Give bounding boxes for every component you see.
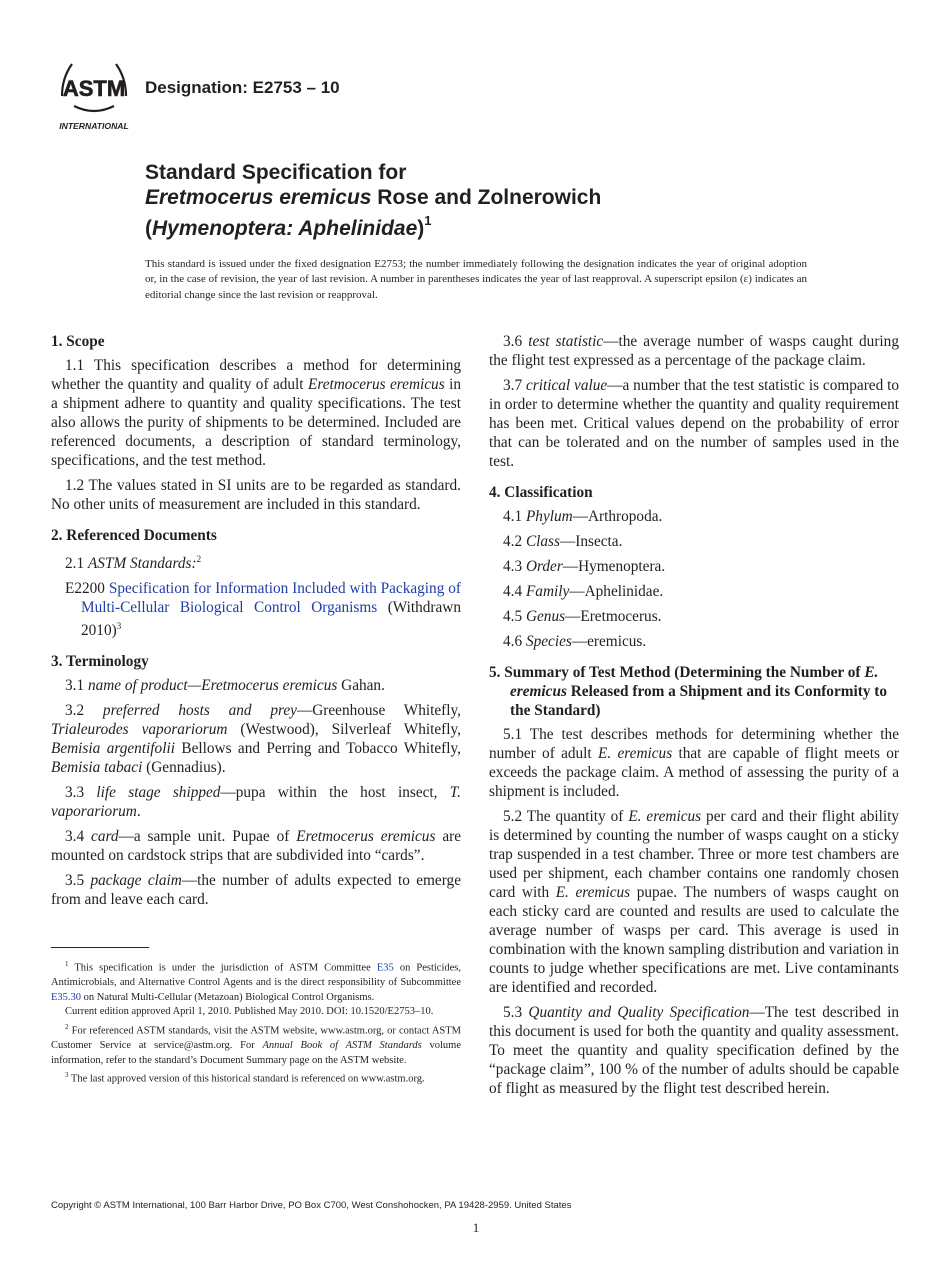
page-title — [145, 160, 865, 241]
text: Gahan. — [337, 677, 385, 695]
text: 5.3 — [503, 1004, 529, 1021]
term: Phylum — [525, 508, 573, 525]
italic-text: Eretmocerus eremicus — [296, 828, 436, 846]
preamble: This standard is issued under the fixed designation E2753; the number immediately following the designation indicates the year of original adoption or, in the case of revision, the year of last revision. A number in parentheses indicates the year of last reapproval. A superscript epsilon (ε) indicates an editorial change since the last revision or reapproval. — [145, 258, 807, 301]
footnote-mark: 2 — [65, 1022, 69, 1031]
italic-text: E. eremicus — [510, 664, 879, 700]
term: Class — [525, 533, 560, 550]
text: —Insecta. — [559, 533, 623, 550]
ref-code: E2200 — [65, 580, 109, 598]
text: This specification is under the jurisdiction of ASTM Committee — [68, 962, 377, 974]
text: 5.2 The quantity of — [503, 808, 629, 825]
term: Genus — [525, 608, 566, 625]
text: 3.4 — [65, 828, 92, 846]
term: test statistic — [528, 333, 604, 350]
paragraph-5-2 — [489, 807, 899, 997]
text: —Eretmocerus. — [565, 608, 662, 625]
title-authors: Rose and Zolnerowich — [371, 186, 602, 209]
paragraph-3-3 — [51, 783, 461, 821]
text: volume information, refer to the standard’s Document Summary page on the ASTM website. — [51, 1039, 461, 1066]
title-line-1: Standard Specification for — [145, 161, 407, 184]
text: —the average number of wasps caught during the flight test expressed as a percentage of the package claim. — [489, 333, 899, 369]
title-line-3 — [145, 210, 865, 241]
text: pupae. The numbers of wasps caught on each sticky card are counted and results are used to calculate the average number of wasps per card. This average is used in combination with the known sampling distribution and variation in counts to judge whether specifications are met. Live contaminants are identified and recorded. — [489, 884, 899, 996]
committee-link[interactable]: E35 — [376, 962, 394, 974]
text: 4.3 — [503, 558, 526, 575]
text: 4.1 — [503, 508, 526, 525]
term: name of product—Eretmocerus eremicus — [87, 677, 338, 695]
text: 4.2 — [503, 533, 526, 550]
footnote-mark: 2 — [196, 554, 202, 564]
italic-text: Trialeurodes vaporariorum — [51, 721, 228, 739]
text: (Gennadius). — [142, 759, 226, 777]
italic-text: Bemisia tabaci — [51, 759, 143, 777]
term: preferred hosts and prey — [102, 702, 297, 720]
italic-text: E. eremicus — [598, 745, 673, 762]
classification-item — [489, 607, 899, 626]
text: —Hymenoptera. — [562, 558, 666, 575]
text: —Arthropoda. — [572, 508, 663, 525]
page-number: 1 — [472, 1220, 480, 1235]
footnotes — [51, 957, 461, 1087]
reference-e2200 — [51, 579, 461, 640]
italic-text: T. vaporariorum — [51, 784, 461, 821]
italic-text: E. eremicus — [555, 884, 631, 901]
text: 5. Summary of Test Method (Determining the Number of — [489, 664, 865, 681]
text: per card and their flight ability is determined by counting the number of wasps caught on a sticky trap suspended in a test chamber. Three or more test chambers are used per shipment, each chamber contains one randomly chosen card with — [489, 808, 899, 901]
text: are mounted on cardstock strips that are subdivided into “cards”. — [51, 828, 461, 865]
text: on Natural Multi-Cellular (Metazoan) Biological Control Organisms. — [81, 991, 375, 1003]
text: (Westwood), Silverleaf Whitefly, — [227, 721, 461, 739]
section-heading-summary — [489, 663, 899, 720]
term: critical value — [526, 377, 608, 394]
section-heading-scope: 1. Scope — [51, 333, 105, 350]
footnote-edition: Current edition approved April 1, 2010. Published May 2010. DOI: 10.1520/E2753–10. — [65, 1006, 434, 1018]
paragraph-3-2 — [51, 701, 461, 777]
classification-item — [489, 507, 899, 526]
title-family: Hymenoptera: Aphelinidae — [152, 217, 418, 240]
term: package claim — [90, 872, 182, 890]
text: 4.4 — [503, 583, 526, 600]
footnote-mark: 1 — [65, 960, 69, 968]
text: 3.6 — [503, 333, 529, 350]
title-species: Eretmocerus eremicus — [145, 186, 372, 209]
astm-logo — [52, 56, 136, 134]
text: —pupa within the host insect, — [220, 784, 450, 802]
subcommittee-link[interactable]: E35.30 — [51, 991, 82, 1003]
text: . — [136, 803, 141, 821]
paragraph-3-7 — [489, 376, 899, 471]
text: The last approved version of this historical standard is referenced on www.astm.org. — [68, 1073, 425, 1085]
text: 5.1 The test describes methods for determining whether the number of adult — [489, 726, 899, 762]
term: Species — [525, 633, 572, 650]
text: 4.5 — [503, 608, 526, 625]
text: —eremicus. — [571, 633, 647, 650]
term: Quantity and Quality Specification — [528, 1004, 750, 1021]
term: Order — [525, 558, 563, 575]
classification-item — [489, 632, 899, 651]
term: card — [91, 828, 119, 846]
title-footnote-mark: 1 — [424, 213, 432, 228]
text: 1.1 This specification describes a method for determining whether the quantity and quality of adult — [51, 357, 461, 393]
copyright-notice: Copyright © ASTM International, 100 Barr Harbor Drive, PO Box C700, West Conshohocken, PA 19428-2959. United States — [51, 1200, 572, 1211]
text: Bellows and Perring and Tobacco Whitefly, — [174, 740, 462, 758]
text: 2.1 — [65, 555, 88, 573]
section-heading-refdocs: 2. Referenced Documents — [51, 527, 217, 544]
section-heading-classification: 4. Classification — [489, 484, 593, 501]
text: 4.6 — [503, 633, 526, 650]
italic-text: ASTM Standards: — [87, 555, 197, 573]
ref-link[interactable]: Specification for Information Included with Packaging of Multi-Cellular Biological Control Organisms — [81, 580, 461, 617]
term: life stage shipped — [96, 784, 221, 802]
text: 3.3 — [65, 784, 97, 802]
section-heading-terminology: 3. Terminology — [51, 653, 149, 671]
title-paren-close: ) — [417, 217, 425, 240]
italic-text: Annual Book of ASTM Standards — [262, 1039, 422, 1051]
right-column — [489, 332, 899, 1104]
left-column — [51, 332, 461, 915]
text: 3.1 — [65, 677, 88, 695]
text: 3.7 — [503, 377, 526, 394]
text: —the number of adults expected to emerge from and leave each card. — [51, 872, 461, 909]
text: 3.2 — [65, 702, 103, 720]
italic-text: Eretmocerus eremicus — [307, 376, 445, 393]
paragraph-3-1 — [51, 676, 461, 695]
footnote-mark: 3 — [116, 621, 122, 632]
text: —Aphelinidae. — [569, 583, 664, 600]
classification-item — [489, 582, 899, 601]
text: that are capable of flight meets or exceeds the package claim. A method of assessing the purity of a shipment is included. — [489, 745, 899, 800]
paragraph-1-1 — [51, 356, 461, 470]
paragraph-3-6 — [489, 332, 899, 370]
text: Released from a Shipment and its Conformity to the Standard) — [510, 683, 888, 719]
italic-text: E. eremicus — [628, 808, 702, 825]
text: —a number that the test statistic is compared to in order to determine whether the quantity and quality requirement has been met. Critical values depend on the probability of error that can be tolerated and on the number of samples used in the test. — [489, 377, 899, 470]
italic-text: Bemisia argentifolii — [51, 740, 175, 758]
text: (Withdrawn 2010) — [81, 599, 461, 640]
text: —The test described in this document is used for both the quantity and quality assessment. To meet the quantity and quality specification defined by the “package claim”, 100 % of the number of adults should be capable of flight as measured by the flight test described herein. — [489, 1004, 899, 1097]
footnote-divider — [51, 947, 149, 948]
footnote-2 — [51, 1020, 461, 1068]
text: —Greenhouse Whitefly, — [296, 702, 461, 720]
text: on Pesticides, Antimicrobials, and Alternative Control Agents and is the direct responsibility of Subcommittee — [51, 962, 461, 989]
astm-logo-letters: ASTM — [62, 76, 126, 101]
title-paren-open: ( — [145, 217, 152, 240]
classification-item — [489, 532, 899, 551]
paragraph-2-1 — [51, 550, 461, 573]
text: —a sample unit. Pupae of — [118, 828, 297, 846]
astm-logo-subtext: INTERNATIONAL — [59, 121, 129, 131]
footnote-mark: 3 — [65, 1071, 69, 1080]
designation: Designation: E2753 – 10 — [145, 78, 340, 97]
classification-item — [489, 557, 899, 576]
paragraph-3-4 — [51, 827, 461, 865]
paragraph-3-5 — [51, 871, 461, 909]
term: Family — [525, 583, 570, 600]
paragraph-1-2: 1.2 The values stated in SI units are to be regarded as standard. No other units of measurement are included in this standard. — [51, 477, 461, 513]
paragraph-5-3 — [489, 1003, 899, 1098]
text: 3.5 — [65, 872, 91, 890]
footnote-3 — [51, 1068, 461, 1087]
paragraph-5-1 — [489, 725, 899, 801]
footnote-1 — [51, 957, 461, 1005]
title-line-2 — [145, 185, 865, 210]
text: in a shipment adhere to quantity and quality specifications. The test also allows the purity of shipments to be determined. Included are referenced documents, a description of standard terminology, specifications, and the test method. — [51, 376, 461, 469]
text: For referenced ASTM standards, visit the ASTM website, www.astm.org, or contact ASTM Customer Service at service@astm.org. For — [51, 1025, 461, 1051]
